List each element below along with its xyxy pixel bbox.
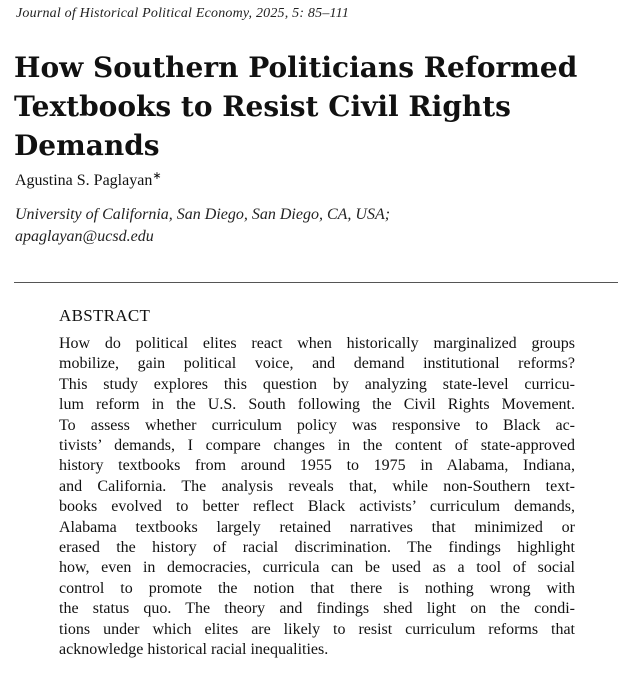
author-name: Agustina S. Paglayan (15, 172, 153, 189)
abstract-text (59, 334, 575, 661)
author-email[interactable]: apaglayan@ucsd.edu (15, 228, 154, 245)
abstract-line: mobilize, gain political voice, and demand institutional reforms? (59, 355, 575, 373)
abstract-line: acknowledge historical racial inequalities. (59, 641, 329, 659)
affiliation-line: University of California, San Diego, San Diego, CA, USA; (15, 206, 391, 223)
abstract-line: tivists’ demands, I compare changes in the content of state-approved (59, 437, 575, 455)
abstract-line: how, even in democracies, curricula can be used as a tool of social (59, 559, 575, 577)
abstract-line: How do political elites react when historically marginalized groups (59, 335, 575, 352)
title-line: Demands (14, 129, 160, 162)
title-line: How Southern Politicians Reformed (14, 51, 578, 84)
author-affiliation (15, 204, 605, 248)
abstract-line: This study explores this question by analyzing state-level curricu- (59, 375, 575, 393)
abstract-line: Alabama textbooks largely retained narratives that minimized or (59, 518, 575, 536)
author-line (15, 172, 162, 190)
abstract-line: control to promote the notion that there is nothing wrong with (59, 579, 575, 597)
abstract-line: books evolved to better reflect Black activists’ curriculum demands, (59, 498, 575, 516)
abstract-line: history textbooks from around 1955 to 1975 in Alabama, Indiana, (59, 457, 575, 475)
abstract-heading: ABSTRACT (59, 306, 151, 325)
abstract-line: the status quo. The theory and findings shed light on the condi- (59, 600, 575, 618)
paper-title (14, 48, 604, 165)
abstract-line: lum reform in the U.S. South following the Civil Rights Movement. (59, 396, 575, 414)
author-footnote-mark[interactable]: ∗ (152, 170, 162, 182)
abstract-line: erased the history of racial discrimination. The findings highlight (59, 539, 575, 557)
journal-citation: Journal of Historical Political Economy, 2025, 5: 85–111 (16, 6, 350, 21)
abstract-line: and California. The analysis reveals that, while non-Southern text- (59, 477, 575, 495)
abstract-line: tions under which elites are likely to resist curriculum reforms that (59, 620, 575, 638)
abstract-line: To assess whether curriculum policy was responsive to Black ac- (59, 416, 575, 434)
section-divider (14, 282, 618, 283)
title-line: Textbooks to Resist Civil Rights (14, 90, 511, 123)
